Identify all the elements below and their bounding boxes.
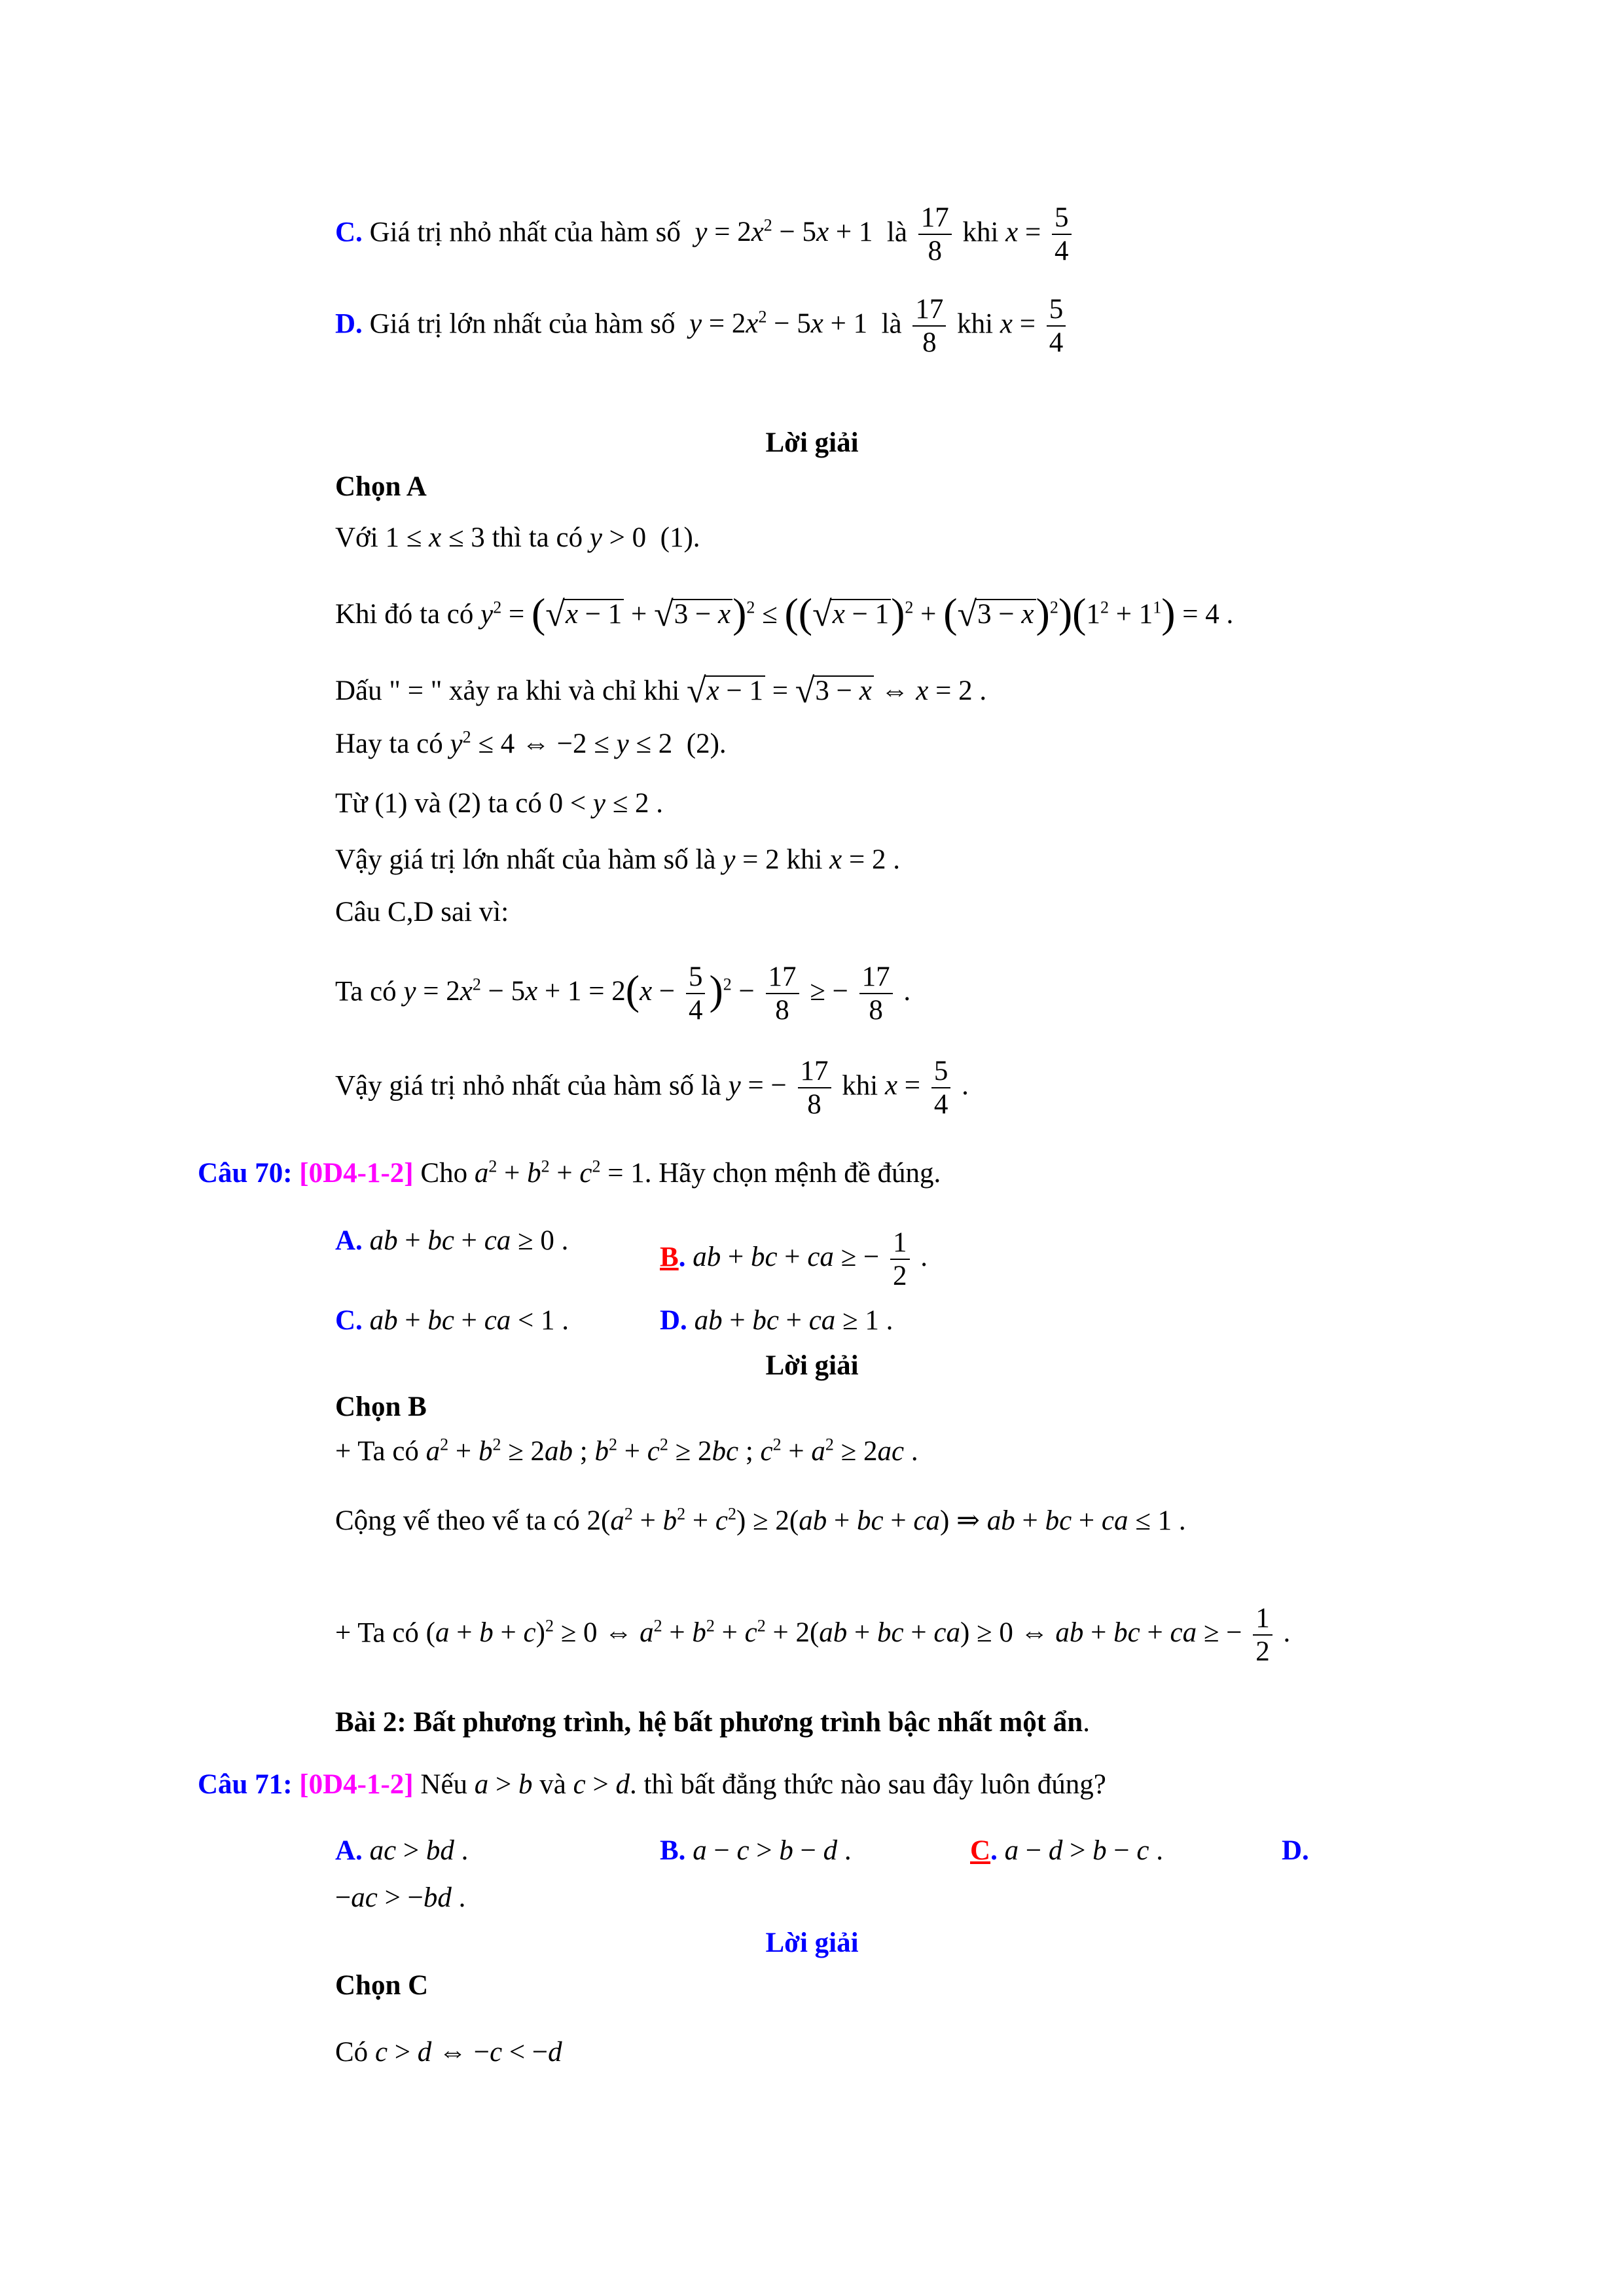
question-70-option-b: B. ab + bc + ca ≥ − $\frac{1}{2}$ . — [660, 1227, 928, 1292]
question-71-option-a: A. ac > bd . — [335, 1835, 469, 1866]
question-70-option-c: C. ab + bc + ca < 1 . — [335, 1305, 569, 1336]
option-d-mid: là — [881, 308, 902, 340]
question-71-option-d: D. — [1282, 1835, 1309, 1866]
section-heading: Bài 2: Bất phương trình, hệ bất phương trình bậc nhất một ẩn. — [335, 1707, 1090, 1738]
solution-choice: Chọn B — [335, 1391, 427, 1422]
question-71-option-d-value: −ac > −bd . — [335, 1882, 466, 1913]
solution-line: Ta có $y = 2x^2 - 5x + 1 = 2(x$ − $\frac{5}{4}$ )$^2$ − $\frac{17}{8}$ ≥ − $\frac{17}{8}$ . — [335, 961, 911, 1026]
solution-line: Từ (1) và (2) ta có 0 < y ≤ 2 . — [335, 788, 664, 819]
solution-line: Vậy giá trị nhỏ nhất của hàm số là y = − $\frac{17}{8}$ khi x = $\frac{5}{4}$ . — [335, 1056, 969, 1121]
question-71-option-b: B. a − c > b − d . — [660, 1835, 852, 1866]
solution-line: Dấu " = " xảy ra khi và chỉ khi √x − 1 = √3 − x ⇔ x = 2 . — [335, 671, 987, 710]
solution-line: Với 1 ≤ x ≤ 3 thì ta có y > 0 (1). — [335, 522, 700, 553]
option-c-label: C. — [335, 217, 363, 248]
option-c-text: Giá trị nhỏ nhất của hàm số — [369, 217, 681, 248]
solution-line: Câu C,D sai vì: — [335, 897, 509, 927]
question-70-options-row1: A. ab + bc + ca ≥ 0 . — [335, 1225, 569, 1256]
solution-line: + Ta có $(a + b + c)^2 \ge 0$ ⇔ $a^2 + b^2 + c^2 + 2(ab$ + bc + ca) ≥ 0 ⇔ ab + bc + ca ≥ − $\frac{1}{2}$ . — [335, 1603, 1291, 1668]
option-c-mid: là — [886, 217, 907, 248]
question-71-option-c: C. a − d > b − c . — [970, 1835, 1163, 1866]
question-70-option-d: D. ab + bc + ca ≥ 1 . — [660, 1305, 893, 1336]
option-d-text: Giá trị lớn nhất của hàm số — [369, 308, 676, 340]
solution-line: Hay ta có $y^2 \le 4$ ⇔ −2 ≤ y ≤ 2 (2). — [335, 727, 727, 759]
solution-title: Lời giải — [765, 427, 859, 458]
question-70: Câu 70: [0D4-1-2] Cho $a^2 + b^2 + c^2 = 1$. Hãy chọn mệnh đề đúng. — [198, 1157, 941, 1189]
solution-line: Khi đó ta có $y^2 = (√x - 1 + √3 - x)^2 \le ((√x - 1)^2 + (√3 - x)^2)(1^2 + 1^1) = 4$ . — [335, 590, 1234, 636]
option-d-label: D. — [335, 308, 363, 340]
solution-title: Lời giải — [765, 1350, 859, 1381]
question-71: Câu 71: [0D4-1-2] Nếu a > b và c > d. thì bất đẳng thức nào sau đây luôn đúng? — [198, 1769, 1106, 1800]
solution-line: Có c > d ⇔ −c < −d — [335, 2037, 562, 2068]
option-d-when: khi — [957, 308, 994, 340]
option-c: C. Giá trị nhỏ nhất của hàm số $y = 2x^2 - 5x + 1$ là $\frac{17}{8}$ khi x = $\frac{5}{4}$ — [335, 202, 1075, 268]
solution-line: Vậy giá trị lớn nhất của hàm số là y = 2 khi x = 2 . — [335, 844, 900, 875]
solution-line: Cộng vế theo vế ta có $2(a^2 + b^2 + c^2) \ge 2(ab$ + bc + ca) ⇒ ab + bc + ca ≤ 1 . — [335, 1504, 1186, 1536]
solution-title: Lời giải — [765, 1928, 859, 1958]
solution-choice: Chọn C — [335, 1970, 429, 2001]
solution-line: + Ta có $a^2 + b^2 \ge 2ab$ ; $b^2 + c^2 \ge 2bc$ ; $c^2 + a^2 \ge 2ac$ . — [335, 1435, 918, 1467]
option-d: D. Giá trị lớn nhất của hàm số $y = 2x^2 - 5x + 1$ là $\frac{17}{8}$ khi x = $\frac{5}{4}$ — [335, 293, 1070, 359]
option-c-when: khi — [962, 217, 999, 248]
solution-choice: Chọn A — [335, 471, 427, 502]
